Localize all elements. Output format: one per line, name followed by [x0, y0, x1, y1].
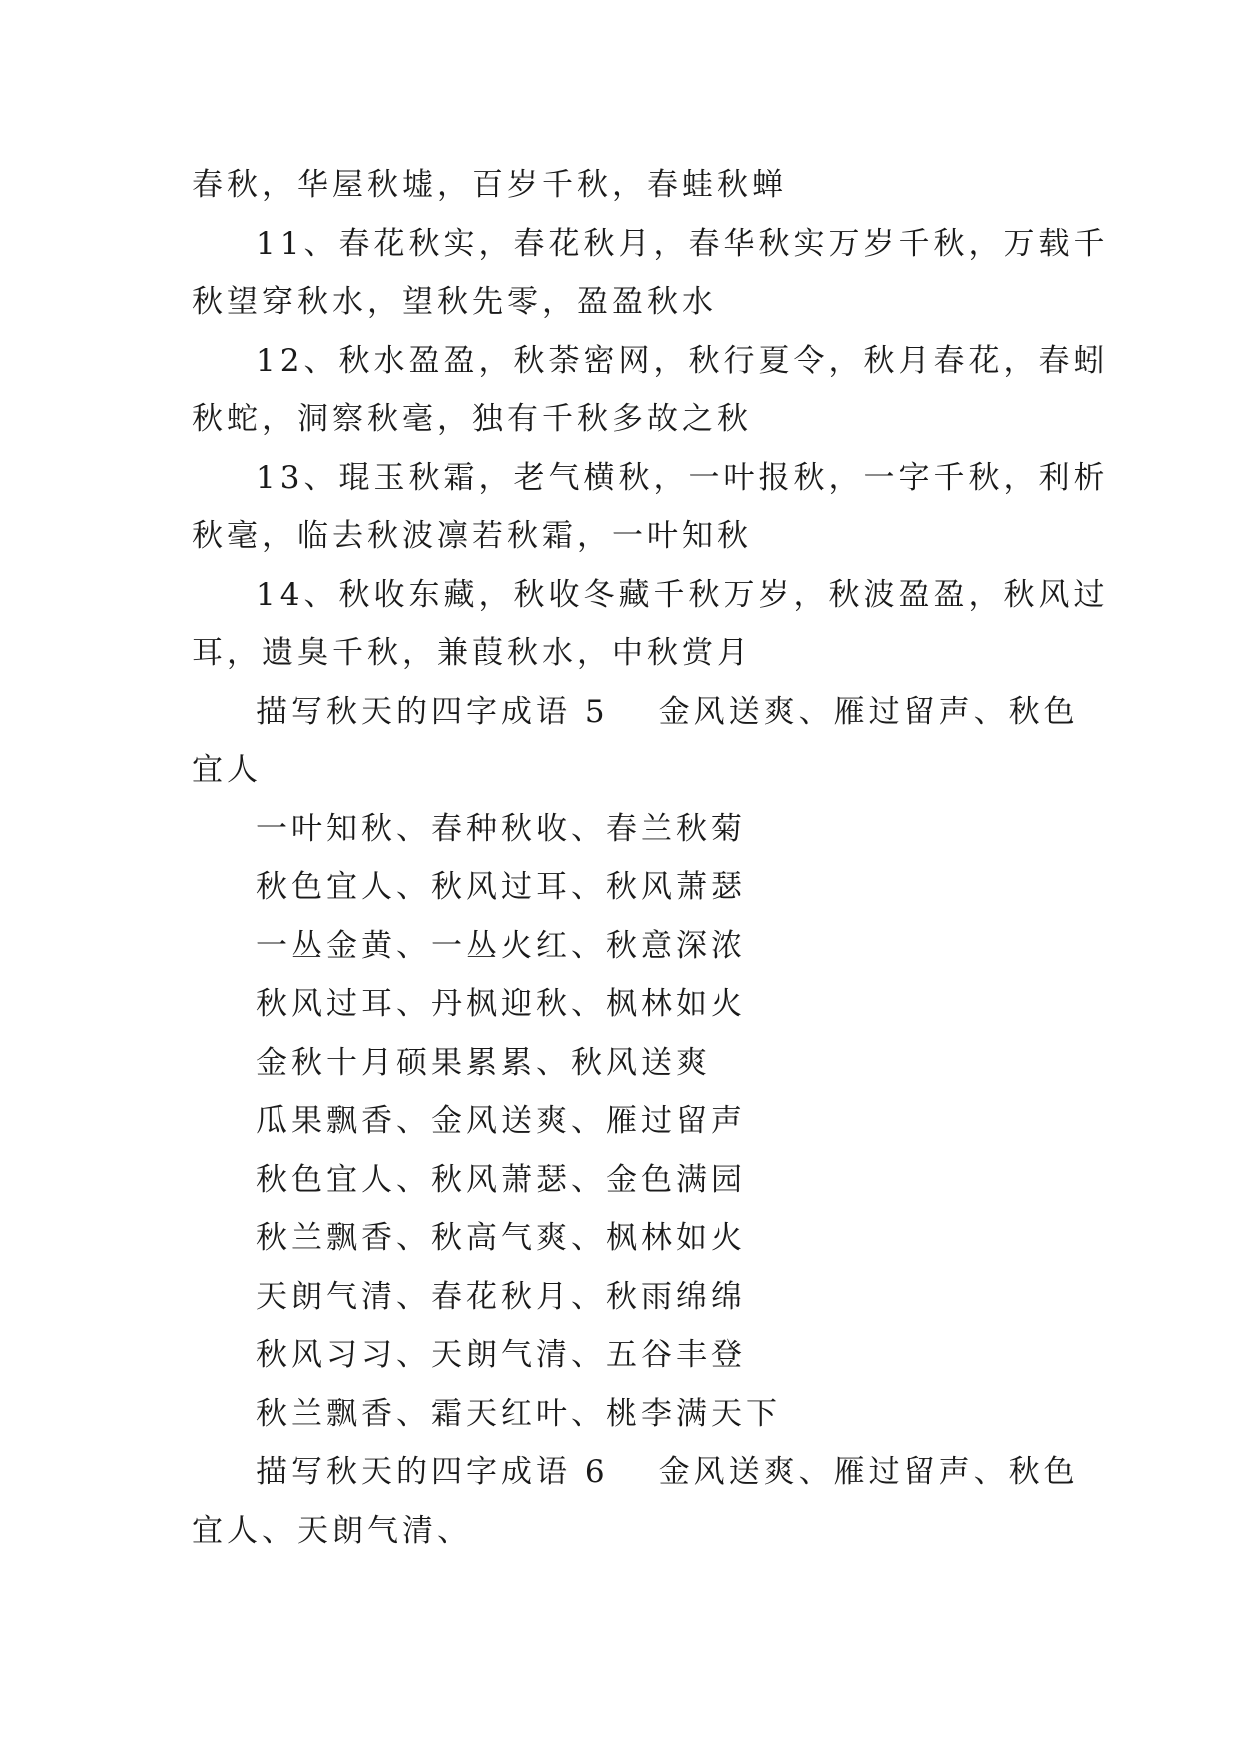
idiom-list-line: 瓜果飘香、金风送爽、雁过留声 [256, 1103, 746, 1139]
idiom-list-line: 一丛金黄、一丛火红、秋意深浓 [256, 927, 746, 964]
text-line: 秋蛇，洞察秋毫，独有千秋多故之秋 [192, 401, 752, 437]
section-heading: 描写秋天的四字成语 5 [256, 693, 609, 730]
text-line: 宜人 [192, 752, 262, 788]
text-line: 12、秋水盈盈，秋荼密网，秋行夏令，秋月春花，春蚓 [256, 342, 1109, 379]
section-heading-text: 金风送爽、雁过留声、秋色 [658, 693, 1079, 730]
idiom-list-line: 金秋十月硕果累累、秋风送爽 [256, 1044, 711, 1081]
idiom-list-line: 天朗气清、春花秋月、秋雨绵绵 [256, 1278, 746, 1315]
text-line: 14、秋收东藏，秋收冬藏千秋万岁，秋波盈盈，秋风过 [256, 576, 1109, 613]
idiom-list-line: 秋色宜人、秋风过耳、秋风萧瑟 [256, 869, 746, 905]
idiom-list-line: 秋色宜人、秋风萧瑟、金色满园 [256, 1161, 746, 1198]
text-line: 宜人、天朗气清、 [192, 1512, 472, 1549]
idiom-list-line: 秋风过耳、丹枫迎秋、枫林如火 [256, 986, 746, 1022]
text-line: 13、琨玉秋霜，老气横秋，一叶报秋，一字千秋，利析 [256, 459, 1109, 496]
idiom-list-line: 秋风习习、天朗气清、五谷丰登 [256, 1337, 746, 1373]
section-heading-line [192, 1443, 1079, 1502]
document-body [192, 156, 1109, 1560]
section-heading-text: 金风送爽、雁过留声、秋色 [658, 1454, 1079, 1490]
text-line: 11、春花秋实，春花秋月，春华秋实万岁千秋，万载千 [256, 225, 1109, 262]
idiom-list-line: 一叶知秋、春种秋收、春兰秋菊 [256, 810, 746, 847]
idiom-list-line: 秋兰飘香、秋高气爽、枫林如火 [256, 1220, 746, 1256]
text-line: 春秋，华屋秋墟，百岁千秋，春蛙秋蝉 [192, 167, 787, 203]
section-heading-line [192, 683, 1079, 742]
text-line: 秋毫，临去秋波凛若秋霜，一叶知秋 [192, 518, 752, 554]
text-line: 耳，遗臭千秋，兼葭秋水，中秋赏月 [192, 635, 752, 671]
idiom-list-line: 秋兰飘香、霜天红叶、桃李满天下 [256, 1395, 781, 1432]
text-line: 秋望穿秋水，望秋先零，盈盈秋水 [192, 284, 717, 320]
section-heading: 描写秋天的四字成语 6 [256, 1454, 609, 1490]
